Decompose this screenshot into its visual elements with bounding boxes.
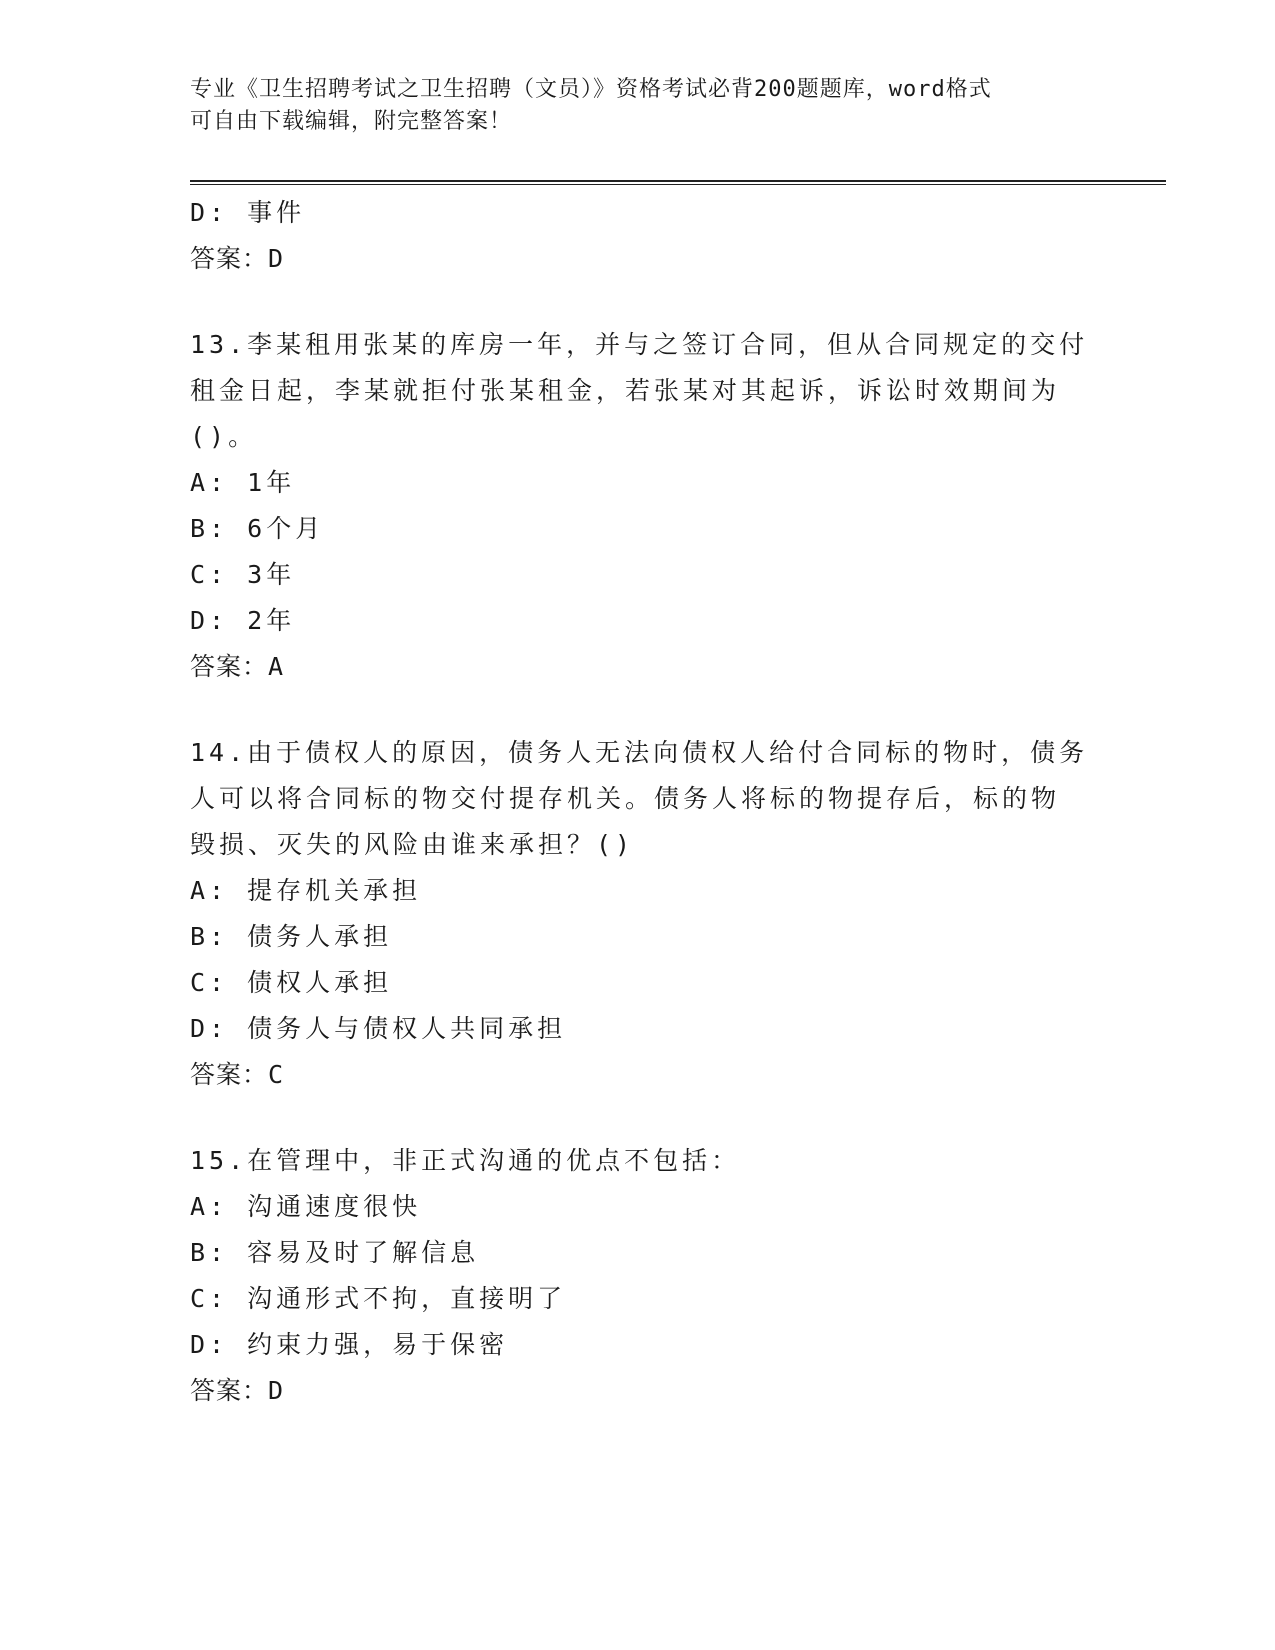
option-d: D: 债务人与债权人共同承担 xyxy=(190,1014,567,1043)
stem-line: 13.李某租用张某的库房一年，并与之签订合同，但从合同规定的交付 xyxy=(190,330,1089,359)
stem-line: 14.由于债权人的原因，债务人无法向债权人给付合同标的物时，债务 xyxy=(190,738,1089,767)
option-d: D: 2年 xyxy=(190,606,296,635)
question-15 xyxy=(190,1138,1090,1414)
option-c: C: 沟通形式不拘，直接明了 xyxy=(190,1284,567,1313)
answer-line xyxy=(190,644,1090,690)
header-line-1: 专业《卫生招聘考试之卫生招聘（文员）》资格考试必背200题题库，word格式 xyxy=(190,77,992,102)
answer-label: 答案： xyxy=(190,1376,269,1405)
question-14 xyxy=(190,730,1090,1098)
option-b: B: 6个月 xyxy=(190,514,325,543)
question-13 xyxy=(190,322,1090,690)
stem-line: 人可以将合同标的物交付提存机关。债务人将标的物提存后，标的物 xyxy=(190,784,1061,813)
option-d: D: 事件 xyxy=(190,198,306,227)
answer-value: C xyxy=(268,1060,285,1089)
question-stem xyxy=(190,730,1090,868)
document-body xyxy=(190,190,1090,1414)
option-a: A: 提存机关承担 xyxy=(190,876,422,905)
question-stem xyxy=(190,322,1090,460)
answer-value: A xyxy=(268,652,285,681)
stem-line: 租金日起，李某就拒付张某租金，若张某对其起诉，诉讼时效期间为 xyxy=(190,376,1061,405)
header-divider-thin xyxy=(190,184,1166,185)
option-c: C: 3年 xyxy=(190,560,296,589)
answer-value: D xyxy=(268,1376,285,1405)
answer-line xyxy=(190,236,1090,282)
option-b: B: 容易及时了解信息 xyxy=(190,1238,480,1267)
header-line-2: 可自由下载编辑，附完整答案！ xyxy=(190,109,513,134)
option-a: A: 1年 xyxy=(190,468,296,497)
answer-label: 答案： xyxy=(190,652,269,681)
answer-value: D xyxy=(268,244,285,273)
option-a: A: 沟通速度很快 xyxy=(190,1192,422,1221)
stem-line: 毁损、灭失的风险由谁来承担？() xyxy=(190,830,635,859)
question-stem xyxy=(190,1138,1090,1184)
option-b: B: 债务人承担 xyxy=(190,922,393,951)
option-d: D: 约束力强，易于保密 xyxy=(190,1330,509,1359)
stem-line: ()。 xyxy=(190,422,258,451)
previous-question-tail xyxy=(190,190,1090,282)
answer-label: 答案： xyxy=(190,244,269,273)
header-divider-thick xyxy=(190,180,1166,182)
answer-line xyxy=(190,1368,1090,1414)
answer-line xyxy=(190,1052,1090,1098)
document-header xyxy=(190,74,1090,138)
option-c: C: 债权人承担 xyxy=(190,968,393,997)
answer-label: 答案： xyxy=(190,1060,269,1089)
stem-line: 15.在管理中，非正式沟通的优点不包括： xyxy=(190,1146,741,1175)
